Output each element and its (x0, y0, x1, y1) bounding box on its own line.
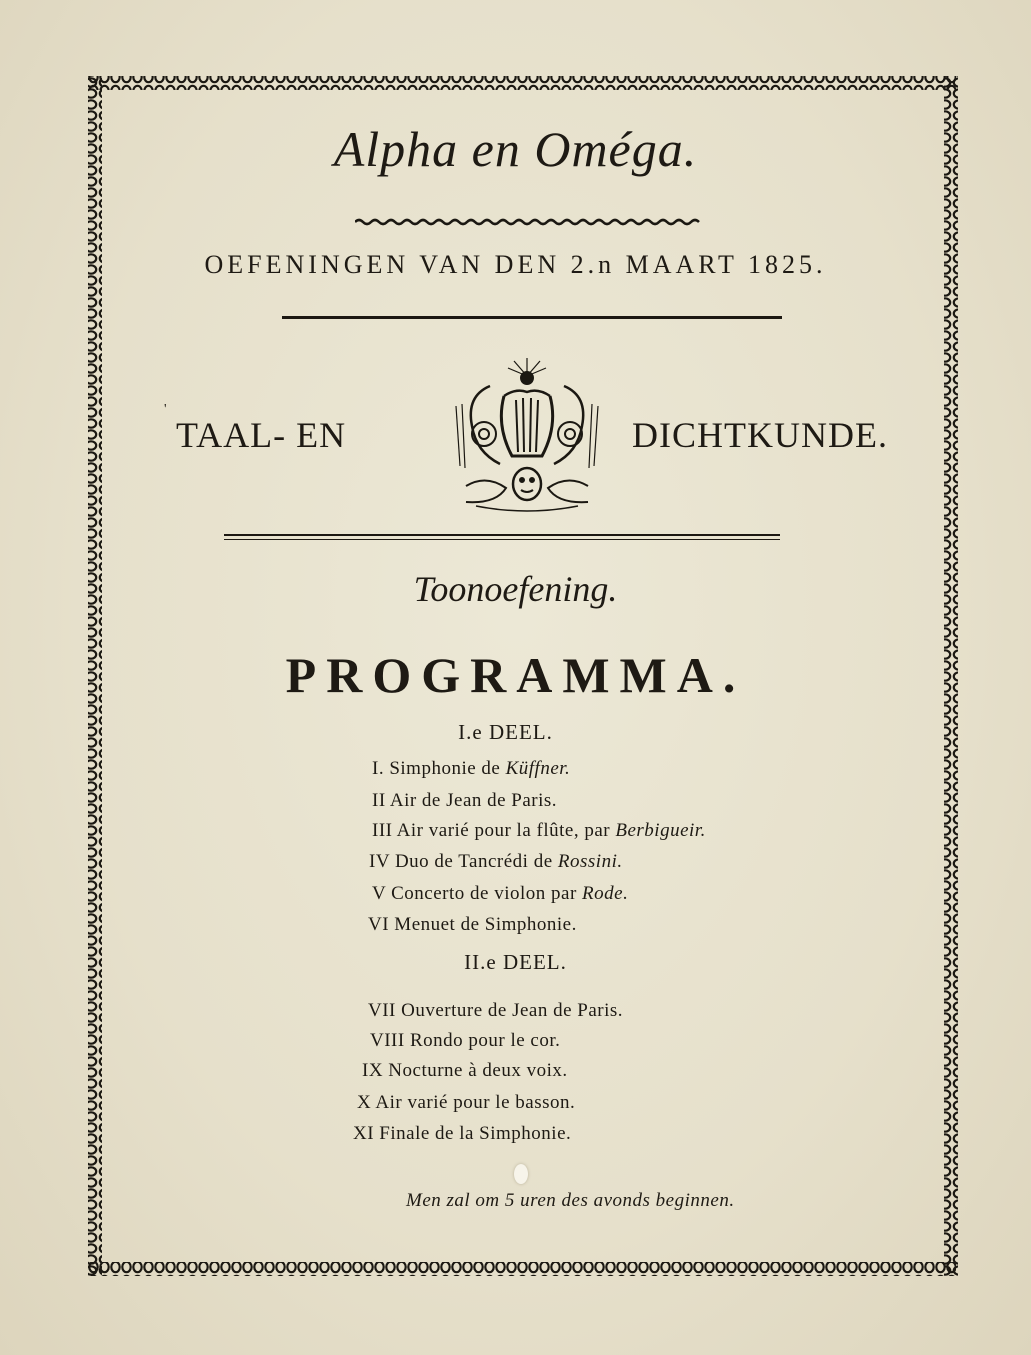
programme-heading: PROGRAMMA. (285, 647, 746, 703)
programme-item: IX Nocturne à deux voix. (362, 1060, 568, 1081)
programme-item: VII Ouverture de Jean de Paris. (368, 1000, 624, 1021)
composer-name: Küffner. (505, 758, 571, 779)
composer-name: Rode. (582, 883, 629, 904)
programme-item: III Air varié pour la flûte, par Berbigueir. (372, 820, 706, 841)
document-title: Alpha en Oméga. (333, 121, 698, 177)
divider-rule (282, 316, 782, 319)
composer-name: Berbigueir. (615, 820, 706, 841)
double-rule-top (224, 534, 780, 536)
sub-heading: Toonoefening. (413, 569, 618, 609)
part-1-label: I.e DEEL. (458, 720, 553, 744)
programme-item: II Air de Jean de Paris. (372, 790, 558, 811)
footer-note: Men zal om 5 uren des avonds beginnen. (406, 1190, 735, 1211)
programme-item: XI Finale de la Simphonie. (353, 1123, 572, 1144)
composer-name: Rossini. (557, 851, 623, 872)
wavy-divider (355, 218, 705, 226)
part-2-label: II.e DEEL. (464, 950, 567, 974)
programme-item: IV Duo de Tancrédi de Rossini. (369, 851, 623, 872)
section-left-label: TAAL- EN (176, 415, 347, 455)
programme-item: VI Menuet de Simphonie. (368, 914, 577, 935)
document-subtitle: OEFENINGEN VAN DEN 2.n MAART 1825. (204, 250, 827, 279)
double-rule-bottom (224, 539, 780, 540)
paper-hole (514, 1164, 528, 1184)
programme-item: I. Simphonie de Küffner. (372, 758, 571, 779)
lyre-emblem-icon (446, 356, 608, 516)
section-right-label: DICHTKUNDE. (632, 415, 888, 455)
ink-mark: ' (164, 402, 167, 417)
programme-item: VIII Rondo pour le cor. (370, 1030, 561, 1051)
programme-item: X Air varié pour le basson. (357, 1092, 576, 1113)
programme-item: V Concerto de violon par Rode. (372, 883, 629, 904)
